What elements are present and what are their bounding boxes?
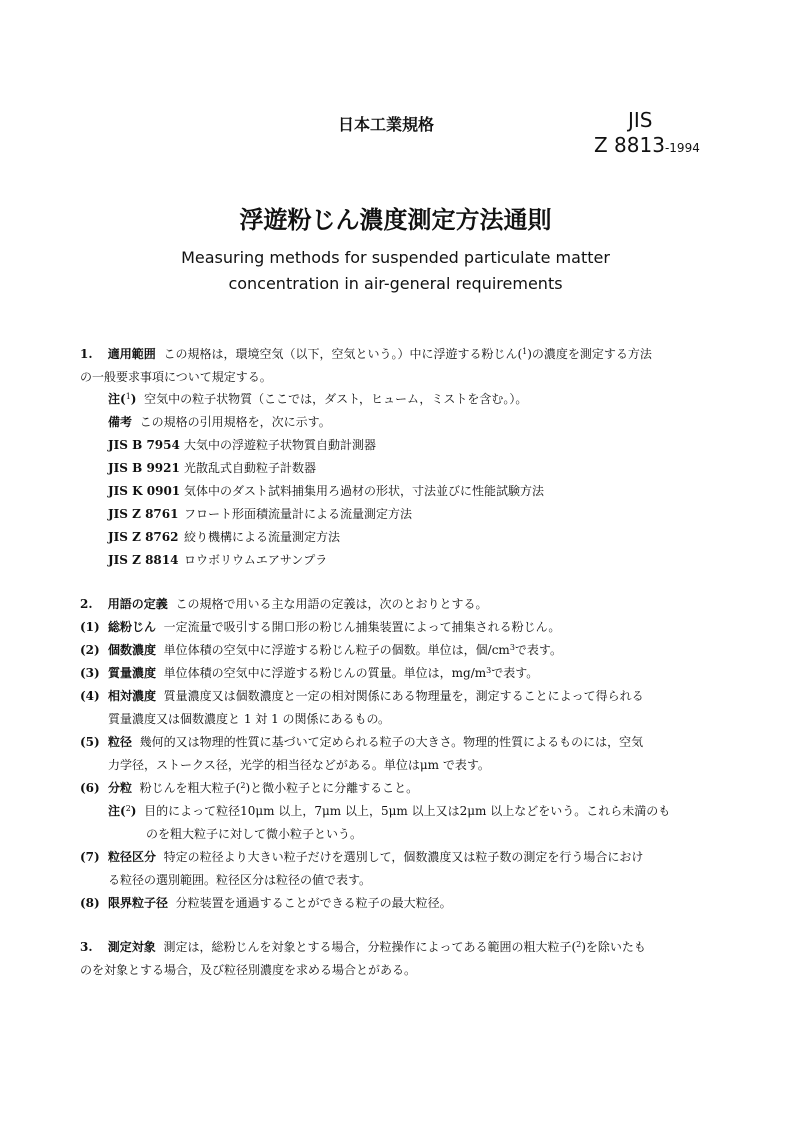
term-3-end: で表す。 bbox=[491, 666, 539, 680]
term-1-term: 総粉じん bbox=[108, 620, 157, 634]
term-5-term: 粒径 bbox=[108, 735, 133, 749]
ref-item bbox=[108, 483, 544, 499]
term-4-def-b: 質量濃度又は個数濃度と 1 対 1 の関係にあるもの。 bbox=[108, 712, 391, 726]
sec2-heading-line bbox=[80, 596, 487, 612]
sec1-text-a: この規格は，環境空気（以下，空気という。）中に浮遊する粉じん( bbox=[163, 347, 523, 361]
title-english-line2: concentration in air-general requirements bbox=[228, 274, 563, 293]
sec3-number: 3. bbox=[80, 940, 93, 954]
term-6-note-label-end: ) bbox=[130, 804, 137, 818]
sec1-remark-label: 備考 bbox=[108, 415, 133, 429]
ref-code: JIS B 9921 bbox=[108, 461, 180, 475]
sec1-text-b: の一般要求事項について規定する。 bbox=[80, 370, 272, 384]
sec1-note-sup: 1 bbox=[125, 392, 131, 401]
term-6-def-a: 粉じんを粗大粒子( bbox=[139, 781, 241, 795]
term-8-def: 分粒装置を通過することができる粒子の最大粒径。 bbox=[175, 896, 452, 910]
term-2 bbox=[80, 642, 562, 658]
term-1-def: 一定流量で吸引する開口形の粉じん捕集装置によって捕集される粉じん。 bbox=[163, 620, 561, 634]
term-6-note-label: 注( bbox=[108, 804, 126, 818]
term-2-sup: 3 bbox=[509, 643, 515, 652]
standard-year: -1994 bbox=[664, 141, 700, 155]
term-3 bbox=[80, 665, 538, 681]
term-3-term: 質量濃度 bbox=[108, 666, 157, 680]
ref-title: 大気中の浮遊粒子状物質自動計測器 bbox=[184, 438, 377, 452]
term-5-num: (5) bbox=[80, 735, 100, 749]
term-2-term: 個数濃度 bbox=[108, 643, 157, 657]
sec3-heading-line bbox=[80, 939, 646, 955]
term-6-note bbox=[108, 803, 670, 819]
standard-name: 日本工業規格 bbox=[338, 115, 435, 134]
sec2-text: この規格で用いる主な用語の定義は，次のとおりとする。 bbox=[175, 597, 488, 611]
sec3-text-a: 測定は，総粉じんを対象とする場合，分粒操作によってある範囲の粗大粒子( bbox=[163, 940, 577, 954]
term-6-num: (6) bbox=[80, 781, 100, 795]
ref-title: フロート形面積流量計による流量測定方法 bbox=[184, 507, 413, 521]
term-4-term: 相対濃度 bbox=[108, 689, 157, 703]
term-8-num: (8) bbox=[80, 896, 100, 910]
term-6-note-sup: 2 bbox=[125, 804, 131, 813]
term-7-def-a: 特定の粒径より大きい粒子だけを選別して，個数濃度又は粒子数の測定を行う場合におけ bbox=[163, 850, 644, 864]
term-3-num: (3) bbox=[80, 666, 100, 680]
term-5-def-b: 力学径，ストークス径，光学的相当径などがある。単位はμm で表す。 bbox=[108, 758, 490, 772]
term-7-term: 粒径区分 bbox=[108, 850, 157, 864]
sec2-number: 2. bbox=[80, 597, 93, 611]
ref-title: 絞り機構による流量測定方法 bbox=[184, 530, 341, 544]
ref-title: 気体中のダスト試料捕集用ろ過材の形状，寸法並びに性能試験方法 bbox=[184, 484, 545, 498]
term-8 bbox=[80, 895, 452, 911]
sec1-heading-line bbox=[80, 346, 652, 362]
term-5 bbox=[80, 734, 643, 750]
sec3-sup: 2 bbox=[576, 940, 582, 949]
term-2-end: で表す。 bbox=[514, 643, 562, 657]
ref-code: JIS Z 8762 bbox=[108, 530, 179, 544]
term-2-num: (2) bbox=[80, 643, 100, 657]
title-japanese: 浮遊粉じん濃度測定方法通則 bbox=[239, 206, 552, 234]
sec2-heading: 用語の定義 bbox=[107, 597, 168, 611]
term-6-sup: 2 bbox=[240, 781, 246, 790]
term-7 bbox=[80, 849, 643, 865]
term-6-note-b: のを粗大粒子に対して微小粒子という。 bbox=[146, 827, 363, 841]
sec3-heading: 測定対象 bbox=[107, 940, 156, 954]
term-7-def-b: る粒径の選別範囲。粒径区分は粒径の値で表す。 bbox=[108, 873, 372, 887]
ref-item bbox=[108, 552, 327, 568]
term-1 bbox=[80, 619, 560, 635]
sec1-text-a2: )の濃度を測定する方法 bbox=[527, 347, 652, 361]
sec1-number: 1. bbox=[80, 347, 93, 361]
ref-code: JIS K 0901 bbox=[108, 484, 181, 498]
sec3-text-a2: )を除いたも bbox=[581, 940, 646, 954]
sec1-sup: 1 bbox=[522, 347, 528, 356]
term-6-term: 分粒 bbox=[108, 781, 133, 795]
standard-code-number: Z 8813 bbox=[594, 133, 665, 157]
term-4 bbox=[80, 688, 644, 704]
term-3-def: 単位体積の空気中に浮遊する粉じんの質量。単位は，mg/m bbox=[163, 666, 487, 680]
ref-code: JIS Z 8761 bbox=[108, 507, 179, 521]
sec1-note-text: 空気中の粒子状物質（ここでは，ダスト，ヒューム，ミストを含む。）。 bbox=[144, 392, 528, 406]
sec3-text-b: のを対象とする場合，及び粒径別濃度を求める場合とがある。 bbox=[80, 963, 417, 977]
ref-title: ロウボリウムエアサンプラ bbox=[184, 553, 328, 567]
term-4-num: (4) bbox=[80, 689, 100, 703]
term-7-num: (7) bbox=[80, 850, 100, 864]
term-2-def: 単位体積の空気中に浮遊する粉じん粒子の個数。単位は，個/cm bbox=[163, 643, 510, 657]
term-6-def-b: )と微小粒子とに分離すること。 bbox=[245, 781, 419, 795]
ref-code: JIS Z 8814 bbox=[108, 553, 179, 567]
term-3-sup: 3 bbox=[486, 666, 492, 675]
term-5-def-a: 幾何的又は物理的性質に基づいて定められる粒子の大きさ。物理的性質によるものには，空気 bbox=[139, 735, 644, 749]
ref-item bbox=[108, 437, 376, 453]
title-english-line1: Measuring methods for suspended particulate matter bbox=[181, 248, 610, 267]
term-6 bbox=[80, 780, 418, 796]
jis-label: JIS bbox=[628, 108, 653, 132]
term-1-num: (1) bbox=[80, 620, 100, 634]
sec1-heading: 適用範囲 bbox=[107, 347, 156, 361]
ref-item bbox=[108, 506, 412, 522]
sec1-note-label: 注( bbox=[108, 392, 126, 406]
sec1-note bbox=[108, 391, 527, 407]
ref-title: 光散乱式自動粒子計数器 bbox=[184, 461, 317, 475]
sec1-note-label-end: ) bbox=[130, 392, 137, 406]
term-6-note-a: 目的によって粒径10μm 以上，7μm 以上，5μm 以上又は2μm 以上などをいう。これら未満のも bbox=[144, 804, 671, 818]
ref-item bbox=[108, 529, 340, 545]
sec1-remark-text: この規格の引用規格を，次に示す。 bbox=[139, 415, 331, 429]
ref-item bbox=[108, 460, 316, 476]
ref-code: JIS B 7954 bbox=[108, 438, 180, 452]
term-4-def-a: 質量濃度又は個数濃度と一定の相対関係にある物理量を，測定することによって得られる bbox=[163, 689, 644, 703]
standard-code bbox=[594, 133, 700, 157]
term-8-term: 限界粒子径 bbox=[108, 896, 169, 910]
sec1-remark bbox=[108, 414, 331, 430]
